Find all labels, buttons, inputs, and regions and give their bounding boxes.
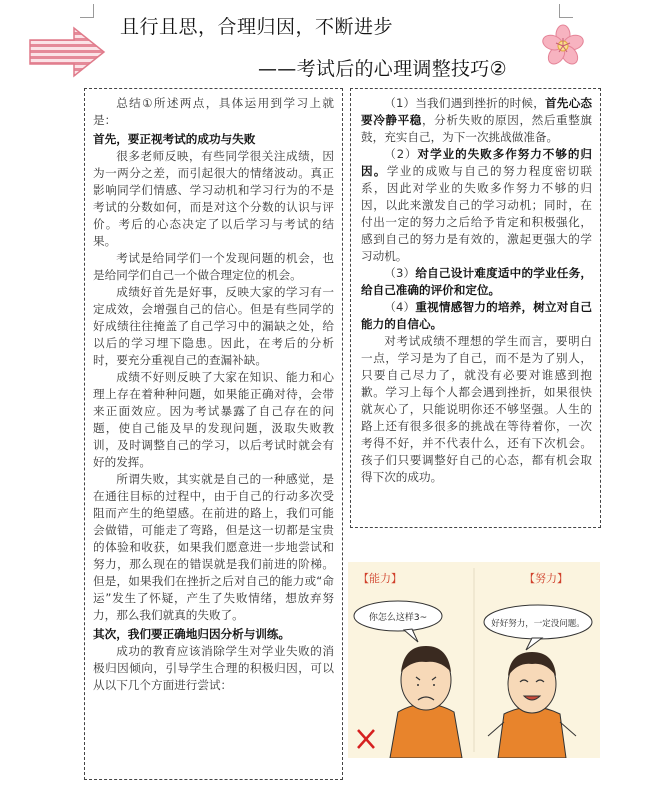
page-corner-mark-right xyxy=(559,4,573,18)
section-heading-2: 其次，我们要正确地归因分析与训练。 xyxy=(93,627,291,641)
tip-item-2 xyxy=(361,146,592,265)
left-text-column xyxy=(84,88,343,780)
section-heading-1: 首先，要正视考试的成功与失败 xyxy=(93,132,256,146)
paragraph-3: 成绩好首先是好事，反映大家的学习有一定成效，会增强自己的信心。但是有些同学的好成绩往往掩盖了自己学习中的漏缺之处，给以后的学习埋下隐患。因此，在考后的分析时，要充分重视自己的查漏补缺。 xyxy=(93,285,334,367)
paragraph-5: 所谓失败，其实就是自己的一种感觉，是在通往目标的过程中，由于自己的行动多次受阻而产生的绝望感。在前进的路上，我们可能会做错，可能走了弯路，但是这一切都是宝贵的体验和收获，如果我们愿意进一步地尝试和努力，那么现在的错误就是我们前进的阶梯。但是，如果我们在挫折之后对自己的能力或“命运”发生了怀疑，产生了失败情绪，想放弃努力，那么我们就真的失败了。 xyxy=(93,472,334,622)
paragraph-2: 考试是给同学们一个发现问题的机会，也是给同学们自己一个做合理定位的机会。 xyxy=(93,251,334,282)
tip-item-1 xyxy=(361,95,592,146)
paragraph-4: 成绩不好则反映了大家在知识、能力和心理上存在着种种问题，如果能正确对待，会带来正面效应。因为考试暴露了自己存在的问题，使自己能及早的发现问题，汲取失败教训，及时调整自己的学习，以后考试时就会有好的发挥。 xyxy=(93,370,334,469)
left-bubble-text: 你怎么这样3~ xyxy=(368,613,428,623)
tip-item-3 xyxy=(361,265,592,299)
tip-item-2-prefix: （2） xyxy=(384,147,418,161)
ability-tag: 【能力】 xyxy=(358,572,402,585)
intro-paragraph: 总结①所述两点，具体运用到学习上就是： xyxy=(93,96,334,127)
closing-paragraph: 对考试成绩不理想的学生而言，要明白一点，学习是为了自己，而不是为了别人，只要自己尽力了，就没有必要对谁感到抱歉。学习上每个人都会遇到挫折，如果很快就灰心了，只能说明你还不够坚强。人生的路上还有很多很多的挑战在等待着你，一次考得不好，并不代表什么，还有下次机会。孩子们只要调整好自己的心态，都有机会取得下次的成功。 xyxy=(361,334,592,484)
tip-item-4-emphasis: 重视情感智力的培养，树立对自己能力的自信心。 xyxy=(361,300,592,331)
tip-item-2-emphasis: 对学业的失败多作努力不够的归因。 xyxy=(361,147,592,178)
paragraph-1: 很多老师反映，有些同学很关注成绩，因为一两分之差，而引起很大的情绪波动。真正影响同学们情感、学习动机和学习行为的不是考试的分数如何，而是对这个分数的认识与评价。考后的心态决定了以后学习与考试的结果。 xyxy=(93,149,334,248)
cherry-blossom-icon xyxy=(541,24,585,68)
striped-arrow-icon xyxy=(28,26,106,78)
ability-vs-effort-cartoon xyxy=(348,562,600,758)
tip-item-2-text: 学业的成败与自己的努力程度密切联系，因此对学业的失败多作努力不够的归因，以此来激发自己的学习动机；同时，在付出一定的努力之后给予肯定和积极强化，感到自己的努力是有效的，激起更强大的学习动机。 xyxy=(361,164,592,263)
page-title: 且行且思，合理归因，不断进步 xyxy=(120,16,394,38)
right-text-column xyxy=(350,88,601,528)
tip-item-1-emphasis: 首先心态要冷静平稳 xyxy=(361,96,592,127)
effort-tag: 【努力】 xyxy=(524,572,568,585)
page-corner-mark-left xyxy=(80,4,94,18)
paragraph-6: 成功的教育应该消除学生对学业失败的消极归因倾向，引导学生合理的积极归因，可以从以下几个方面进行尝试： xyxy=(93,644,334,692)
tip-item-4 xyxy=(361,299,592,333)
tip-item-4-prefix: （4） xyxy=(384,300,416,314)
tip-item-3-emphasis: 给自己设计难度适中的学业任务，给自己准确的评价和定位。 xyxy=(361,266,592,297)
page-subtitle: ——考试后的心理调整技巧② xyxy=(258,58,507,80)
right-bubble-text: 好好努力，一定没问题。 xyxy=(491,619,585,629)
tip-item-3-prefix: （3） xyxy=(384,266,416,280)
tip-item-1-prefix: （1）当我们遇到挫折的时候， xyxy=(384,96,546,110)
tip-item-1-text: ，分析失败的原因，然后重整旗鼓，充实自己，为下一次挑战做准备。 xyxy=(361,113,592,144)
